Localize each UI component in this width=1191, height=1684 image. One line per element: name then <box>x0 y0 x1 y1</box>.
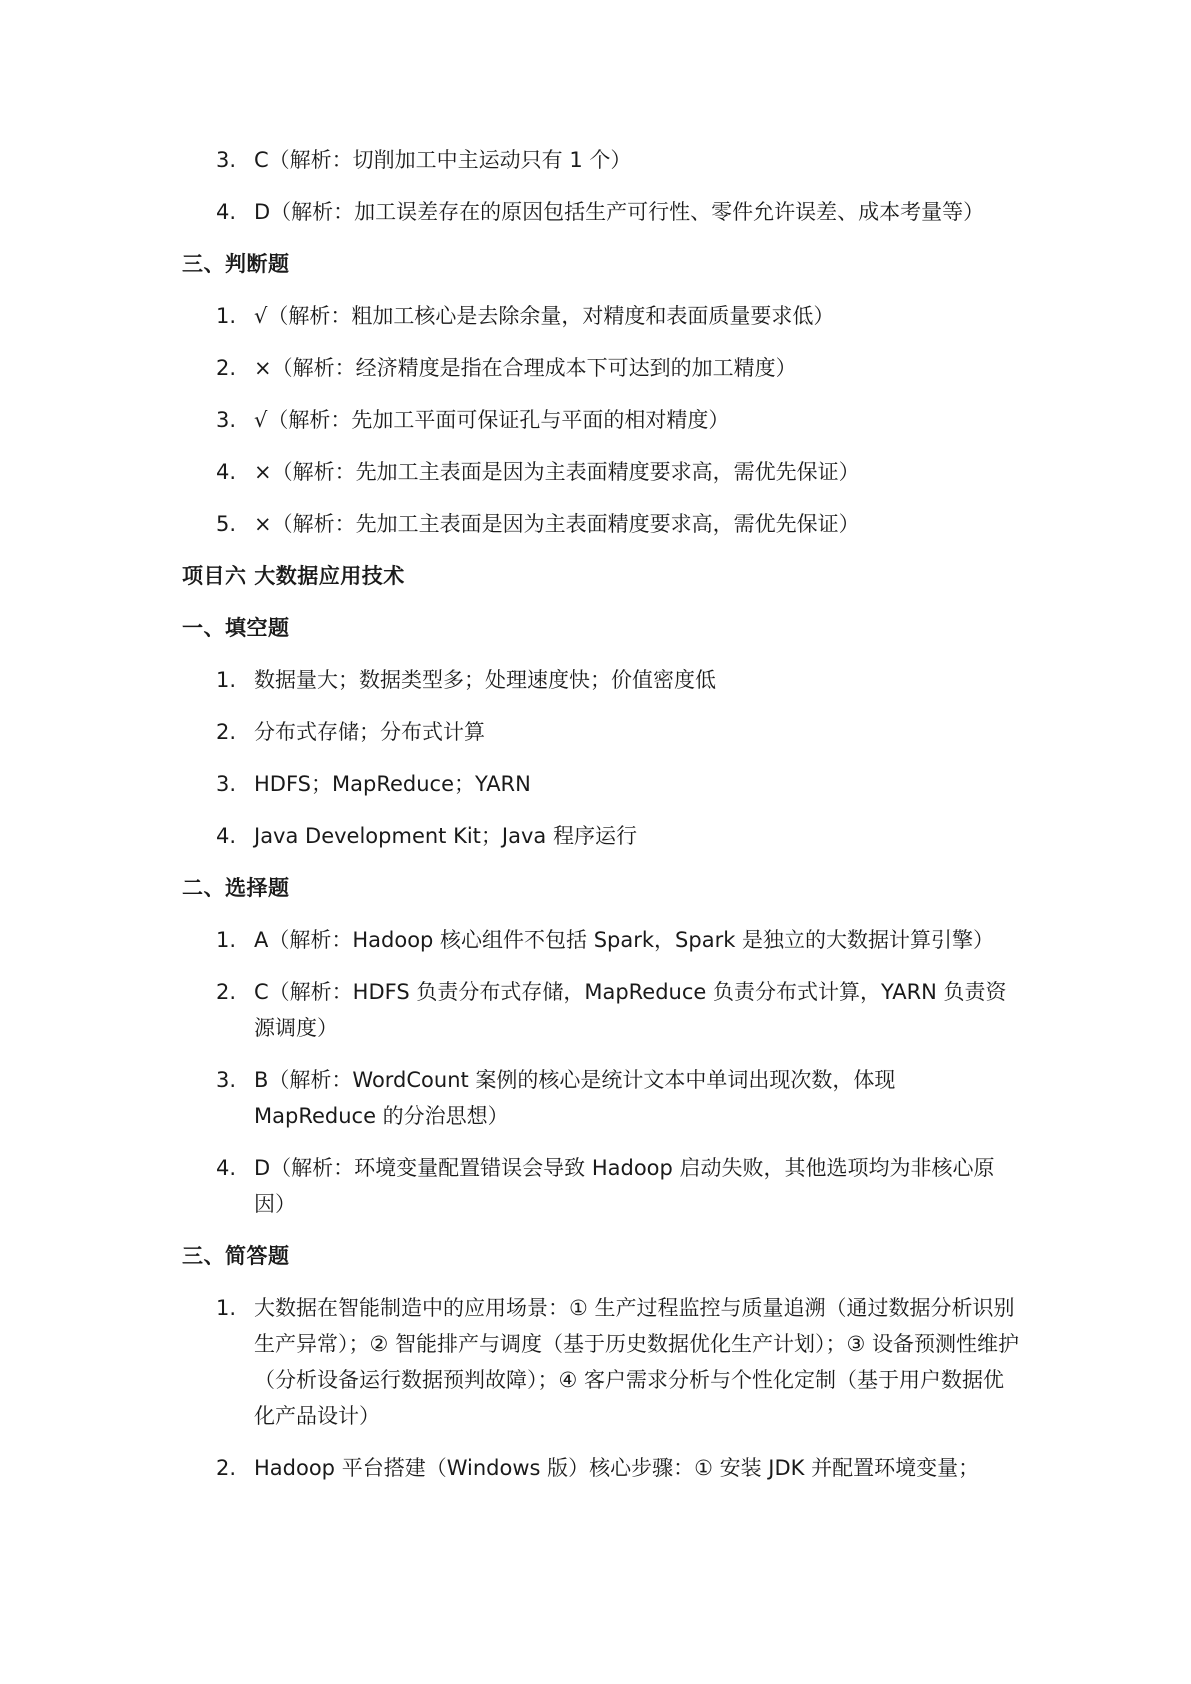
item-text: ×（解析：先加工主表面是因为主表面精度要求高，需优先保证） <box>254 460 860 484</box>
list-item <box>182 194 1022 230</box>
list-item <box>182 922 1022 958</box>
item-number: 3. <box>216 1068 237 1092</box>
item-text: √（解析：先加工平面可保证孔与平面的相对精度） <box>254 408 730 432</box>
item-text: ×（解析：经济精度是指在合理成本下可达到的加工精度） <box>254 356 797 380</box>
section-project-six <box>182 558 1022 594</box>
answer-list <box>182 662 1022 854</box>
list-item <box>182 1290 1022 1434</box>
item-number: 1. <box>216 668 237 692</box>
section-heading: 三、简答题 <box>182 1244 290 1268</box>
section-fill-blank <box>182 610 1022 854</box>
item-number: 2. <box>216 356 237 380</box>
section-heading: 二、选择题 <box>182 876 290 900</box>
item-number: 4. <box>216 200 237 224</box>
item-number: 4. <box>216 1156 237 1180</box>
answer-list <box>182 922 1022 1222</box>
item-text: C（解析：HDFS 负责分布式存储，MapReduce 负责分布式计算，YARN 负责资源调度） <box>254 980 1007 1040</box>
item-text: Hadoop 平台搭建（Windows 版）核心步骤：① 安装 JDK 并配置环境变量； <box>254 1456 980 1480</box>
list-item <box>182 818 1022 854</box>
item-number: 2. <box>216 980 237 1004</box>
item-text: D（解析：加工误差存在的原因包括生产可行性、零件允许误差、成本考量等） <box>254 200 985 224</box>
section-heading: 一、填空题 <box>182 616 290 640</box>
list-item <box>182 454 1022 490</box>
item-number: 2. <box>216 1456 237 1480</box>
item-text: 大数据在智能制造中的应用场景：① 生产过程监控与质量追溯（通过数据分析识别生产异常）；② 智能排产与调度（基于历史数据优化生产计划）；③ 设备预测性维护（分析设备运行数据预判故障）；④ 客户需求分析与个性化定制（基于用户数据优化产品设计） <box>254 1296 1019 1428</box>
item-text: Java Development Kit；Java 程序运行 <box>254 824 637 848</box>
answer-list <box>182 1290 1022 1486</box>
document-body <box>182 142 1022 1502</box>
list-item <box>182 714 1022 750</box>
list-item <box>182 506 1022 542</box>
project-heading: 项目六 大数据应用技术 <box>182 564 405 588</box>
section-multiple-choice <box>182 870 1022 1222</box>
answer-list <box>182 298 1022 542</box>
item-number: 1. <box>216 928 237 952</box>
item-text: C（解析：切削加工中主运动只有 1 个） <box>254 148 632 172</box>
item-text: D（解析：环境变量配置错误会导致 Hadoop 启动失败，其他选项均为非核心原因） <box>254 1156 995 1216</box>
item-number: 1. <box>216 1296 237 1320</box>
list-item <box>182 350 1022 386</box>
item-number: 3. <box>216 408 237 432</box>
list-item <box>182 1450 1022 1486</box>
list-item <box>182 766 1022 802</box>
item-text: ×（解析：先加工主表面是因为主表面精度要求高，需优先保证） <box>254 512 860 536</box>
list-item <box>182 974 1022 1046</box>
answer-list <box>182 142 1022 230</box>
item-number: 2. <box>216 720 237 744</box>
list-item <box>182 1062 1022 1134</box>
list-item <box>182 402 1022 438</box>
list-item <box>182 1150 1022 1222</box>
item-number: 3. <box>216 772 237 796</box>
item-number: 3. <box>216 148 237 172</box>
item-number: 4. <box>216 460 237 484</box>
item-text: HDFS；MapReduce；YARN <box>254 772 531 796</box>
item-text: A（解析：Hadoop 核心组件不包括 Spark，Spark 是独立的大数据计算引擎） <box>254 928 995 952</box>
item-number: 1. <box>216 304 237 328</box>
item-number: 4. <box>216 824 237 848</box>
section-choice-continued <box>182 142 1022 230</box>
section-heading: 三、判断题 <box>182 252 290 276</box>
item-text: B（解析：WordCount 案例的核心是统计文本中单词出现次数，体现 MapReduce 的分治思想） <box>254 1068 896 1128</box>
list-item <box>182 298 1022 334</box>
item-text: √（解析：粗加工核心是去除余量，对精度和表面质量要求低） <box>254 304 835 328</box>
item-number: 5. <box>216 512 237 536</box>
section-true-false <box>182 246 1022 542</box>
section-short-answer <box>182 1238 1022 1486</box>
item-text: 分布式存储；分布式计算 <box>254 720 485 744</box>
item-text: 数据量大；数据类型多；处理速度快；价值密度低 <box>254 668 716 692</box>
list-item <box>182 662 1022 698</box>
list-item <box>182 142 1022 178</box>
